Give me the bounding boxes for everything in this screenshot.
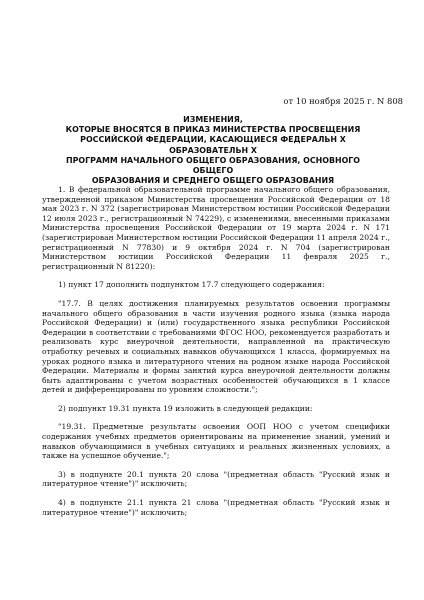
- paragraph-quote-17-7: "17.7. В целях достижения планируемых результатов освоения программы начального общего образования в части изучения родного языка (языка народа Российской Федерации) и (или) государственного языка республики Российской Федерации в соответствии с требованиями ФГОС НОО, рекомендуется разработать и реализовать курс внеурочной деятельности, направленной на практическую отработку речевых и социальных навыков обучающихся 1 класса, формируемых на уроках родного языка и литературного чтения на родном языке народа Российской Федерации. Материалы и формы занятий курса внеурочной деятельности должны быть адаптированы с учетом возрастных особенностей обучающихся в 1 классе детей и дифференцированы по уровням сложности.";: [42, 298, 390, 395]
- paragraph-item-4: 4) в подпункте 21.1 пункта 21 слова "(предметная область "Русский язык и литературное чтение")" исключить;: [42, 498, 390, 517]
- document-body: [42, 185, 390, 526]
- title-line: ОБРАЗОВАНИЯ И СРЕДНЕГО ОБЩЕГО ОБРАЗОВАНИЯ: [91, 176, 335, 186]
- paragraph-quote-19-31: "19.31. Предметные результаты освоения ООП НОО с учетом специфики содержания учебных предметов ориентированы на применение знаний, умений и навыков обучающимися в учебных ситуациях и реальных жизненных условиях, а также на успешное обучение.";: [42, 422, 390, 461]
- title-line: ПРОГРАММ НАЧАЛЬНОГО ОБЩЕГО ОБРАЗОВАНИЯ, ОСНОВНОГО: [65, 155, 361, 165]
- paragraph-item-3: 3) в подпункте 20.1 пункта 20 слова "(предметная область "Русский язык и литературное чтение")" исключить;: [42, 469, 390, 489]
- document-date: от 10 ноября 2025 г. N 808: [283, 96, 403, 106]
- title-line: КОТОРЫЕ ВНОСЯТСЯ В ПРИКАЗ МИНИСТЕРСТВА ПРОСВЕЩЕНИЯ: [65, 125, 361, 135]
- paragraph-item-2: 2) подпункт 19.31 пункта 19 изложить в следующей редакции:: [58, 403, 313, 413]
- title-line: ОБРАЗОВАТЕЛЬН Х: [169, 145, 257, 155]
- title-line: ОБЩЕГО: [192, 166, 234, 176]
- title-line: РОССИЙСКОЙ ФЕДЕРАЦИИ, КАСАЮЩИЕСЯ ФЕДЕРАЛЬН Х: [80, 135, 346, 145]
- document-title: [40, 115, 386, 186]
- paragraph-intro: 1. В федеральной образовательной программе начального общего образования, утвержденной приказом Министерства просвещения Российской Федерации от 18 мая 2023 г. N 372 (зарегистрирован Министерством юстиции Российской Федерации 12 июля 2023 г., регистрационный N 74229), с изменениями, внесенными приказами Министерства просвещения Российской Федерации от 19 марта 2024 г. N 171 (зарегистрирован Министерством юстиции Российской Федерации 11 апреля 2024 г., регистрационный N 77830) и 9 октября 2024 г. N 704 (зарегистрирован Министерством юстиции Российской Федерации 11 февраля 2025 г., регистрационный N 81220):: [42, 185, 390, 271]
- paragraph-item-1: 1) пункт 17 дополнить подпунктом 17.7 следующего содержания:: [58, 280, 325, 290]
- title-line: ИЗМЕНЕНИЯ,: [183, 115, 243, 124]
